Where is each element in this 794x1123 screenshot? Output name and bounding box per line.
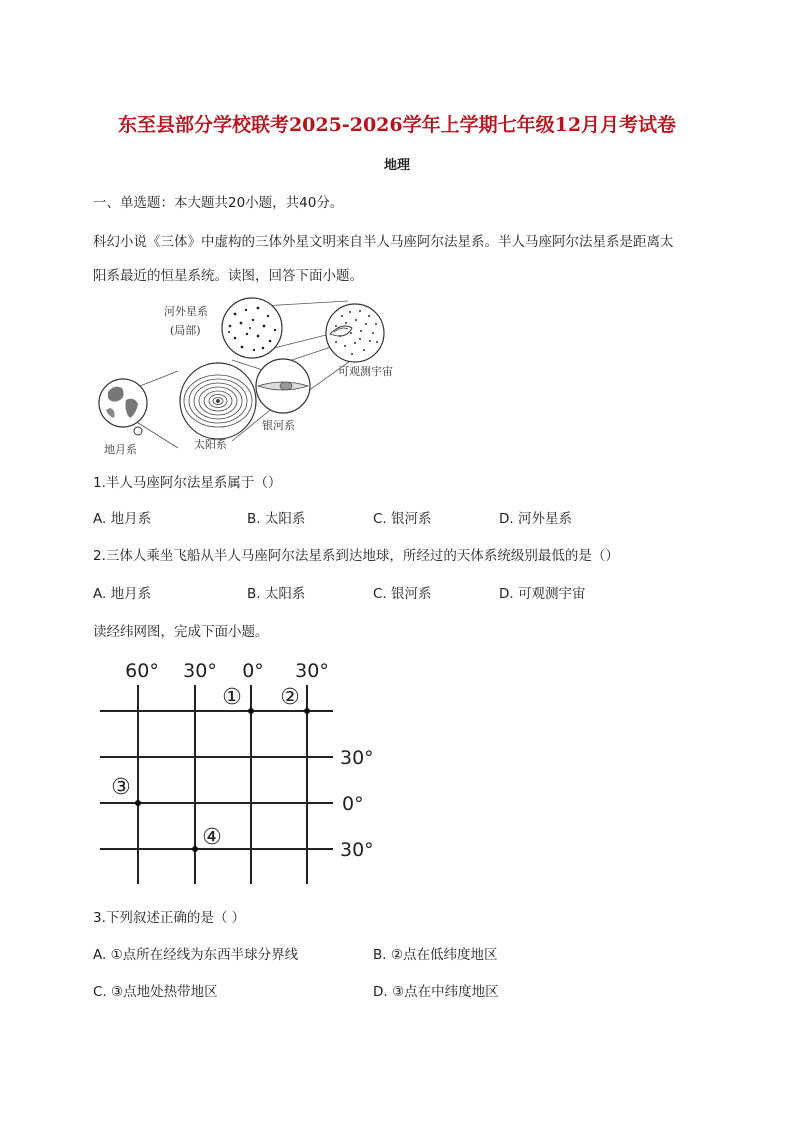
- label-observable-universe: 可观测宇宙: [338, 365, 393, 378]
- label-outer-galaxy-sub: (局部): [170, 324, 201, 337]
- q2-option-d[interactable]: D. 可观测宇宙: [499, 586, 586, 602]
- q2-option-c[interactable]: C. 银河系: [373, 586, 432, 602]
- q1-stem: 1.半人马座阿尔法星系属于（）: [93, 475, 282, 491]
- lon-label-30w: 30°: [183, 660, 217, 682]
- label-outer-galaxy: 河外星系: [164, 305, 208, 318]
- subject-label: 地理: [383, 158, 410, 173]
- q2-stem: 2.三体人乘坐飞船从半人马座阿尔法星系到达地球，所经过的天体系统级别最低的是（）: [93, 548, 619, 564]
- observable-universe-circle: [326, 304, 384, 362]
- point-2-dot: [304, 708, 310, 714]
- lat-label-0: 0°: [342, 793, 364, 815]
- point-2-label: ②: [280, 685, 300, 710]
- intro1-line2: 阳系最近的恒星系统。读图，回答下面小题。: [93, 268, 363, 284]
- earth-moon-figure: [99, 379, 147, 435]
- outer-galaxy-circle: [222, 298, 282, 358]
- exam-title: 东至县部分学校联考2025-2026学年上学期七年级12月月考试卷: [117, 114, 677, 136]
- q3-option-d[interactable]: D. ③点在中纬度地区: [373, 984, 499, 1000]
- graticule-figure: [90, 652, 390, 892]
- q1-option-a[interactable]: A. 地月系: [93, 511, 152, 527]
- label-earth-moon: 地月系: [104, 443, 137, 456]
- point-1-dot: [248, 708, 254, 714]
- label-solar-system: 太阳系: [194, 438, 227, 451]
- q1-option-d[interactable]: D. 河外星系: [499, 511, 572, 527]
- celestial-systems-figure: [90, 296, 420, 464]
- point-4-dot: [192, 846, 198, 852]
- q3-option-b[interactable]: B. ②点在低纬度地区: [373, 947, 498, 963]
- q3-option-a[interactable]: A. ①点所在经线为东西半球分界线: [93, 947, 299, 963]
- lat-label-30n: 30°: [340, 747, 374, 769]
- milky-way-circle: [256, 359, 310, 413]
- lat-label-30s: 30°: [340, 839, 374, 861]
- intro2: 读经纬网图，完成下面小题。: [93, 624, 269, 640]
- section-heading: 一、单选题：本大题共20小题，共40分。: [93, 195, 344, 211]
- lon-label-30e: 30°: [295, 660, 329, 682]
- point-1-label: ①: [222, 685, 242, 710]
- q2-option-a[interactable]: A. 地月系: [93, 586, 152, 602]
- q2-option-b[interactable]: B. 太阳系: [247, 586, 306, 602]
- intro1-line1: 科幻小说《三体》中虚构的三体外星文明来自半人马座阿尔法星系。半人马座阿尔法星系是距离太: [93, 234, 674, 250]
- point-3-label: ③: [111, 775, 131, 800]
- lon-label-0: 0°: [242, 660, 264, 682]
- point-4-label: ④: [202, 825, 222, 850]
- q3-option-c[interactable]: C. ③点地处热带地区: [93, 984, 218, 1000]
- lon-label-60: 60°: [125, 660, 159, 682]
- point-3-dot: [135, 800, 141, 806]
- solar-system-circle: [180, 363, 256, 439]
- q3-stem: 3.下列叙述正确的是（ ）: [93, 910, 246, 926]
- label-milky-way: 银河系: [262, 419, 295, 432]
- q1-option-b[interactable]: B. 太阳系: [247, 511, 306, 527]
- q1-option-c[interactable]: C. 银河系: [373, 511, 432, 527]
